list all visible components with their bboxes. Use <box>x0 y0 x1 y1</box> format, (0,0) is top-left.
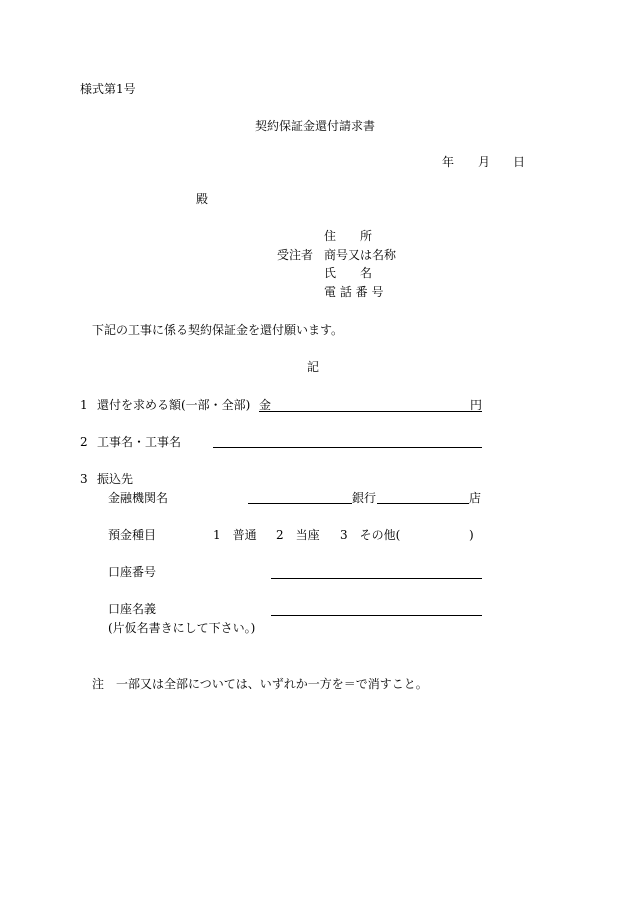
document-title: 契約保証金還付請求書 <box>255 119 376 133</box>
item1-number: 1 <box>80 398 88 412</box>
amount-unit: 円 <box>470 398 483 412</box>
account-number-label: 口座番号 <box>108 565 157 579</box>
branch-suffix: 店 <box>469 491 482 505</box>
amount-underline <box>259 411 482 412</box>
account-name-label: 口座名義 <box>108 602 157 616</box>
phone-label: 電 話 番 号 <box>324 285 384 299</box>
bank-suffix: 銀行 <box>352 491 377 505</box>
item2-number: 2 <box>80 435 88 449</box>
company-label: 商号又は名称 <box>324 248 397 262</box>
branch-name-line <box>377 503 469 504</box>
request-text: 下記の工事に係る契約保証金を還付願います。 <box>92 323 344 337</box>
address-label: 住 所 <box>324 229 373 243</box>
item3-label: 振込先 <box>97 472 134 486</box>
account-number-line <box>271 578 482 579</box>
work-name-line <box>213 447 482 448</box>
account-name-note: (片仮名書きにして下さい。) <box>108 621 256 635</box>
date-year: 年 <box>442 155 455 169</box>
bank-name-line <box>248 503 352 504</box>
deposit-option-other: 3 その他( <box>340 528 401 542</box>
date-month: 月 <box>478 155 491 169</box>
name-label: 氏 名 <box>324 266 373 280</box>
deposit-option-ordinary: 1 普通 <box>213 528 257 542</box>
item1-label: 還付を求める額(一部・全部) <box>97 398 251 412</box>
account-name-line <box>271 615 482 616</box>
applicant-role: 受注者 <box>277 248 314 262</box>
deposit-label: 預金種目 <box>108 528 157 542</box>
deposit-option-current: 2 当座 <box>276 528 320 542</box>
item2-label: 工事名・工事名 <box>97 435 182 449</box>
bank-label: 金融機関名 <box>108 491 169 505</box>
ki-heading: 記 <box>307 360 320 374</box>
deposit-other-close: ) <box>469 528 474 542</box>
addressee-honorific: 殿 <box>196 192 209 206</box>
item3-number: 3 <box>80 472 88 486</box>
footnote: 注 一部又は全部については、いずれか一方を＝で消すこと。 <box>92 677 428 691</box>
form-number: 様式第1号 <box>80 82 136 96</box>
amount-prefix: 金 <box>259 398 272 412</box>
date-day: 日 <box>513 155 526 169</box>
